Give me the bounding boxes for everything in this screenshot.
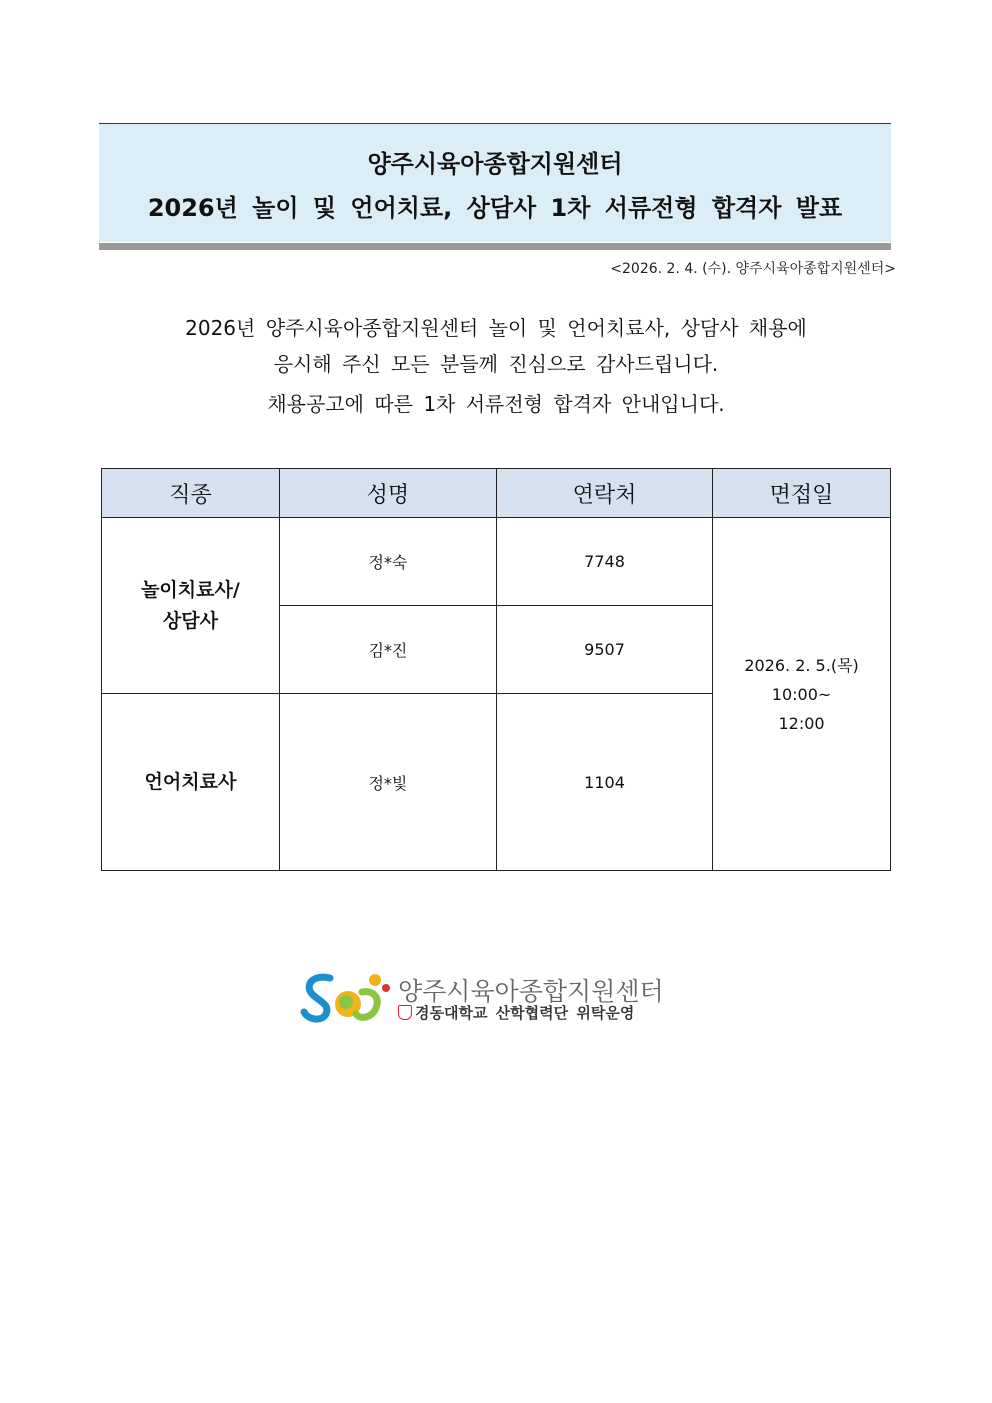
header-job: 직종 bbox=[102, 469, 280, 518]
intro-line-2: 응시해 주신 모든 분들께 진심으로 감사드립니다. bbox=[273, 352, 719, 376]
logo-sub-text: 경동대학교 산학협력단 위탁운영 bbox=[415, 1004, 635, 1022]
page-subtitle: 2026년 놀이 및 언어치료, 상담사 1차 서류전형 합격자 발표 bbox=[147, 194, 843, 222]
interview-date: 2026. 2. 5.(목) bbox=[744, 655, 859, 675]
contact-cell: 9507 bbox=[496, 606, 712, 694]
university-emblem-icon bbox=[398, 1005, 412, 1020]
center-logo bbox=[300, 968, 700, 1028]
name-cell: 김*진 bbox=[279, 606, 496, 694]
contact-cell: 1104 bbox=[496, 694, 712, 871]
job-cell: 언어치료사 bbox=[102, 694, 280, 871]
header-interview: 면접일 bbox=[713, 469, 891, 518]
page-title: 양주시육아종합지원센터 bbox=[367, 150, 623, 178]
date-line: <2026. 2. 4. (수). 양주시육아종합지원센터> bbox=[610, 261, 896, 277]
logo-name: 양주시육아종합지원센터 bbox=[398, 977, 664, 1006]
job-cell bbox=[102, 518, 280, 694]
header-name: 성명 bbox=[279, 469, 496, 518]
interview-time-start: 10:00~ bbox=[771, 684, 832, 704]
name-cell: 정*빛 bbox=[279, 694, 496, 871]
interview-cell bbox=[713, 518, 891, 871]
interview-time-end: 12:00 bbox=[778, 713, 825, 733]
intro-line-3: 채용공고에 따른 1차 서류전형 합격자 안내입니다. bbox=[267, 392, 725, 416]
title-box bbox=[99, 123, 891, 242]
intro-line-1: 2026년 양주시육아종합지원센터 놀이 및 언어치료사, 상담사 채용에 bbox=[185, 316, 807, 340]
table-header-row bbox=[102, 469, 891, 518]
result-table bbox=[101, 468, 891, 871]
table-row bbox=[102, 518, 891, 606]
job-label-line1: 놀이치료사/ bbox=[141, 578, 240, 601]
job-label-line2: 상담사 bbox=[162, 609, 218, 632]
logo-emblem-icon bbox=[300, 968, 392, 1024]
name-cell: 정*숙 bbox=[279, 518, 496, 606]
contact-cell: 7748 bbox=[496, 518, 712, 606]
logo-sub bbox=[398, 1002, 634, 1023]
header-contact: 연락처 bbox=[496, 469, 712, 518]
